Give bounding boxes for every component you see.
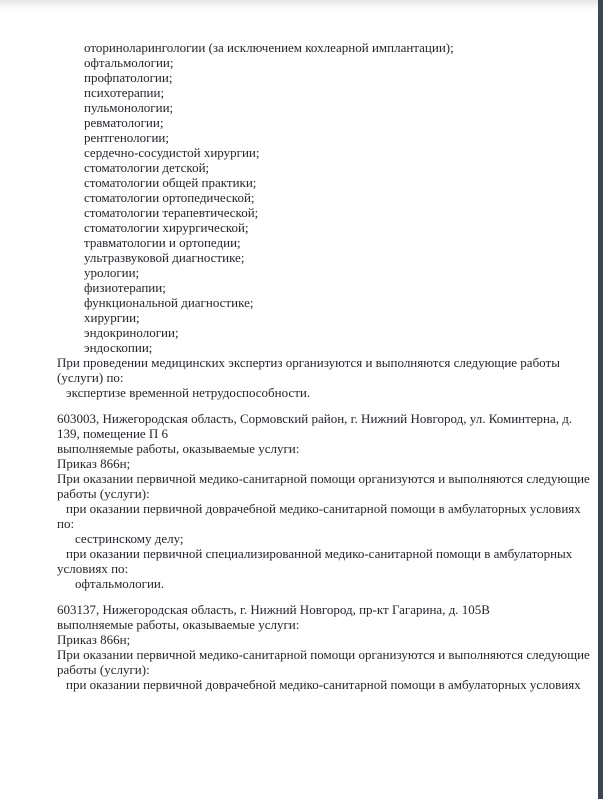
text-line: профпатологии; [84,70,173,85]
text-line: по: [57,516,75,531]
text-line: 139, помещение П 6 [57,426,169,441]
paragraph-gap [0,400,593,411]
text-line: выполняемые работы, оказываемые услуги: [57,441,300,456]
text-line: (услуги) по: [57,370,124,385]
text-line: При оказании первичной медико-санитарной помощи организуются и выполняются следующие [57,471,590,486]
document-lines [0,40,593,692]
text-line: при оказании первичной доврачебной медико-санитарной помощи в амбулаторных условиях [66,501,581,516]
text-line: стоматологии ортопедической; [84,190,255,205]
text-line: стоматологии терапевтической; [84,205,259,220]
text-line: рентгенологии; [84,130,169,145]
text-line: урологии; [84,265,140,280]
text-line: стоматологии общей практики; [84,175,257,190]
text-line: психотерапии; [84,85,165,100]
text-line: Приказ 866н; [57,632,131,647]
text-line: ультразвуковой диагностике; [84,250,245,265]
text-line: Приказ 866н; [57,456,131,471]
text-line: травматологии и ортопедии; [84,235,241,250]
text-line: выполняемые работы, оказываемые услуги: [57,617,300,632]
text-line: офтальмологии. [75,576,165,591]
text-line: 603137, Нижегородская область, г. Нижний Новгород, пр-кт Гагарина, д. 105В [57,602,490,617]
text-line: работы (услуги): [57,486,150,501]
text-line: эндоскопии; [84,340,153,355]
text-line: условиях по: [57,561,129,576]
text-line: при оказании первичной доврачебной медико-санитарной помощи в амбулаторных условиях [66,677,581,692]
page-top-shadow [0,0,603,10]
text-line: экспертизе временной нетрудоспособности. [66,385,311,400]
text-line: стоматологии хирургической; [84,220,249,235]
text-line: пульмонологии; [84,100,174,115]
text-line: При оказании первичной медико-санитарной помощи организуются и выполняются следующие [57,647,590,662]
text-line: при оказании первичной специализированной медико-санитарной помощи в амбулаторных [66,546,573,561]
scrollbar[interactable] [598,0,603,799]
text-line: ревматологии; [84,115,164,130]
text-line: офтальмологии; [84,55,174,70]
text-line: физиотерапии; [84,280,166,295]
text-line: хирургии; [84,310,140,325]
text-line: сестринскому делу; [75,531,184,546]
text-line: оториноларингологии (за исключением кохлеарной имплантации); [84,40,454,55]
text-line: работы (услуги): [57,662,150,677]
text-line: эндокринологии; [84,325,179,340]
document-page [0,40,593,692]
text-line: сердечно-сосудистой хирургии; [84,145,260,160]
paragraph-gap [0,591,593,602]
text-line: При проведении медицинских экспертиз организуются и выполняются следующие работы [57,355,560,370]
text-line: стоматологии детской; [84,160,210,175]
text-line: функциональной диагностике; [84,295,254,310]
text-line: 603003, Нижегородская область, Сормовский район, г. Нижний Новгород, ул. Коминтерна, д. [57,411,573,426]
